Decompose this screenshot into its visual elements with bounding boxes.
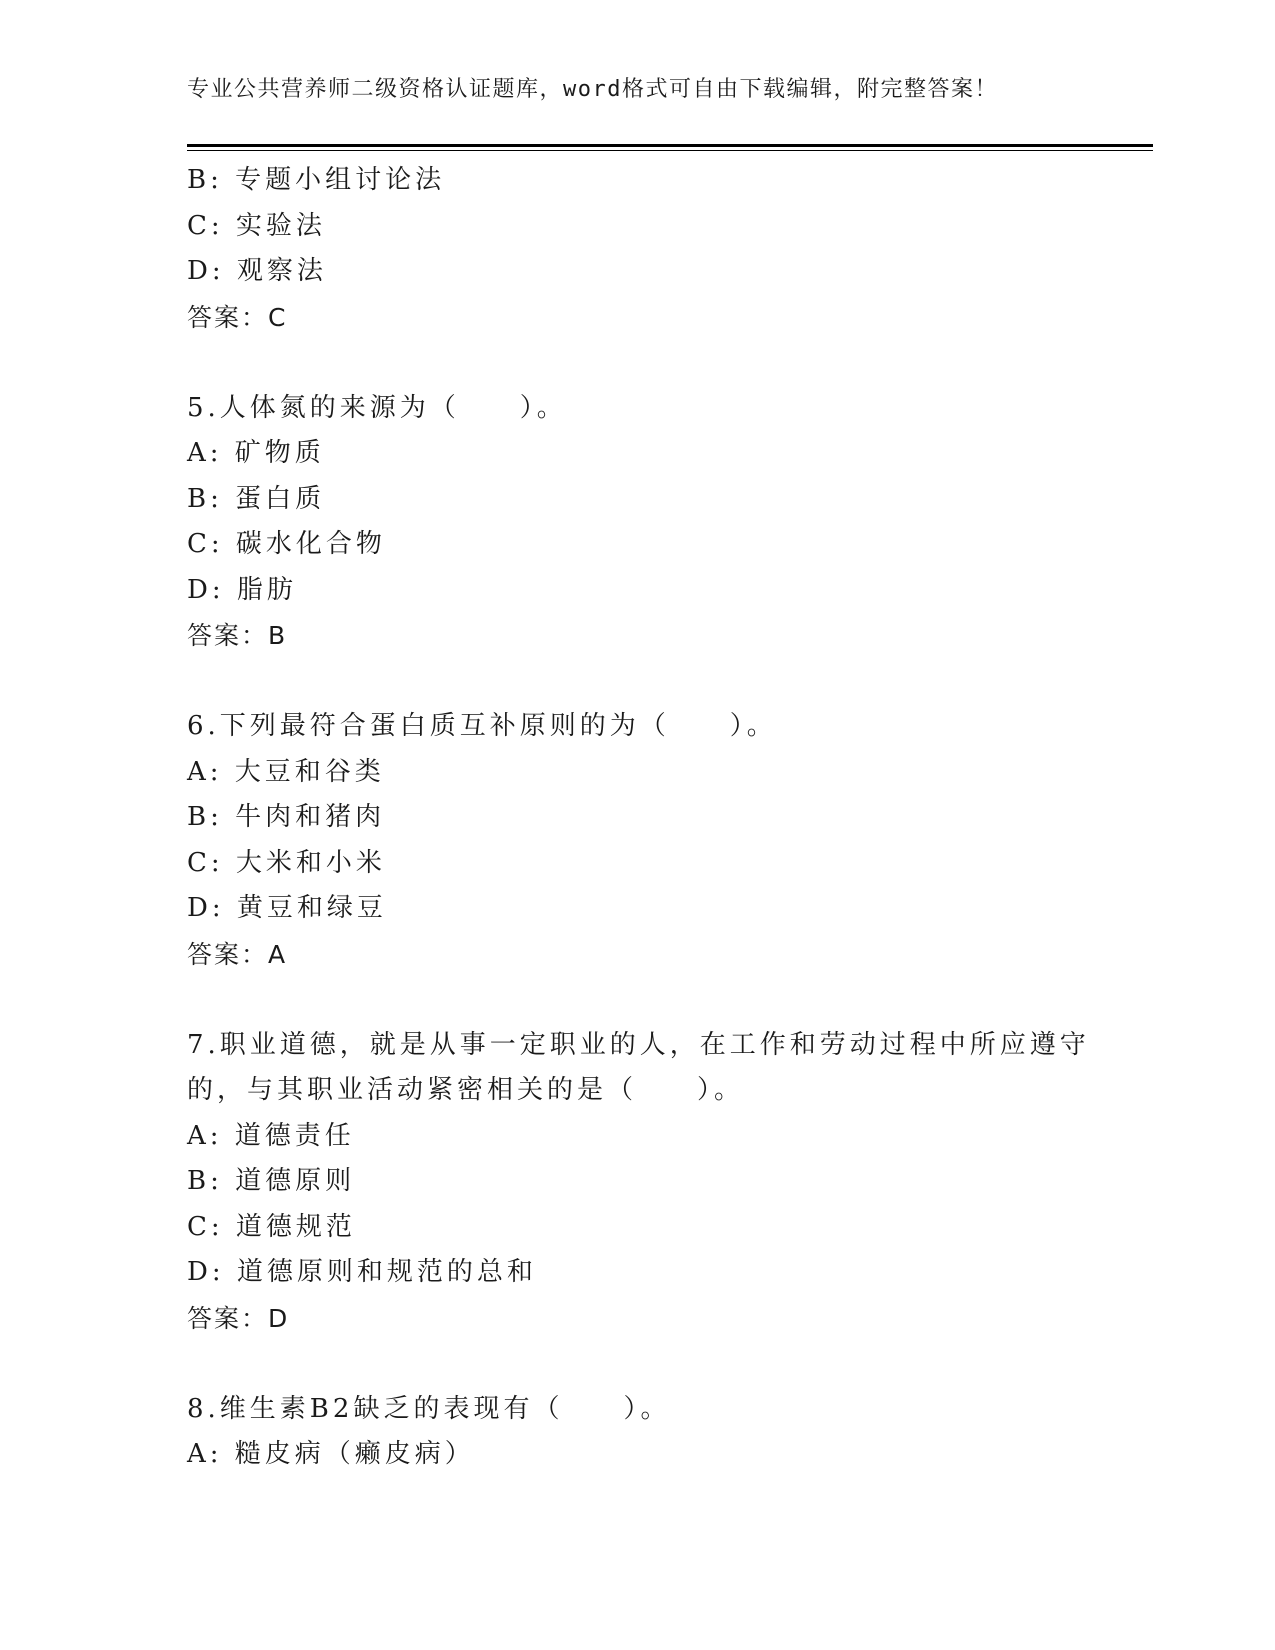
spacer	[187, 977, 1153, 1023]
question-5-option-d: D: 脂肪	[187, 574, 297, 605]
question-4-option-b: B: 专题小组讨论法	[187, 165, 446, 195]
question-7-option-d: D: 道德原则和规范的总和	[187, 1257, 537, 1287]
question-7-option-c: C: 道德规范	[187, 1211, 356, 1242]
question-5-option-a: A: 矿物质	[187, 438, 325, 468]
question-5-answer: 答案：B	[187, 621, 288, 650]
question-7-option-b: B: 道德原则	[187, 1166, 356, 1196]
question-7-answer: 答案：D	[187, 1303, 290, 1333]
question-content	[187, 158, 1153, 1478]
question-8-option-a: A: 糙皮病（癞皮病）	[187, 1439, 475, 1469]
spacer	[187, 340, 1153, 386]
question-5-option-b: B: 蛋白质	[187, 483, 326, 514]
question-5-option-c: C: 碳水化合物	[187, 529, 386, 559]
question-7-stem-line-1: 7.职业道德，就是从事一定职业的人，在工作和劳动过程中所应遵守	[187, 1029, 1090, 1060]
question-5	[187, 386, 1153, 659]
question-4-answer: 答案：C	[187, 302, 288, 332]
question-5-stem: 5.人体氮的来源为（ ）。	[187, 392, 567, 423]
spacer	[187, 1341, 1153, 1387]
question-4	[187, 158, 1153, 340]
question-4-option-c: C: 实验法	[187, 210, 326, 241]
question-6-option-d: D: 黄豆和绿豆	[187, 893, 387, 923]
question-7	[187, 1023, 1153, 1342]
header-rule-thin	[187, 150, 1153, 151]
question-6-option-c: C: 大米和小米	[187, 847, 386, 878]
question-6-answer: 答案：A	[187, 939, 288, 969]
question-6-option-b: B: 牛肉和猪肉	[187, 802, 386, 832]
question-7-option-a: A: 道德责任	[187, 1120, 355, 1151]
header-rule-thick	[187, 144, 1153, 147]
question-6-option-a: A: 大豆和谷类	[187, 756, 385, 787]
question-6	[187, 704, 1153, 977]
question-8-stem: 8.维生素B2缺乏的表现有（ ）。	[187, 1393, 671, 1424]
question-6-stem: 6.下列最符合蛋白质互补原则的为（ ）。	[187, 711, 777, 741]
question-4-option-d: D: 观察法	[187, 256, 327, 286]
page-header: 专业公共营养师二级资格认证题库，word格式可自由下载编辑，附完整答案！	[187, 77, 998, 102]
spacer	[187, 659, 1153, 705]
question-7-stem-line-2: 的，与其职业活动紧密相关的是（ ）。	[187, 1075, 745, 1105]
question-8	[187, 1387, 1153, 1478]
